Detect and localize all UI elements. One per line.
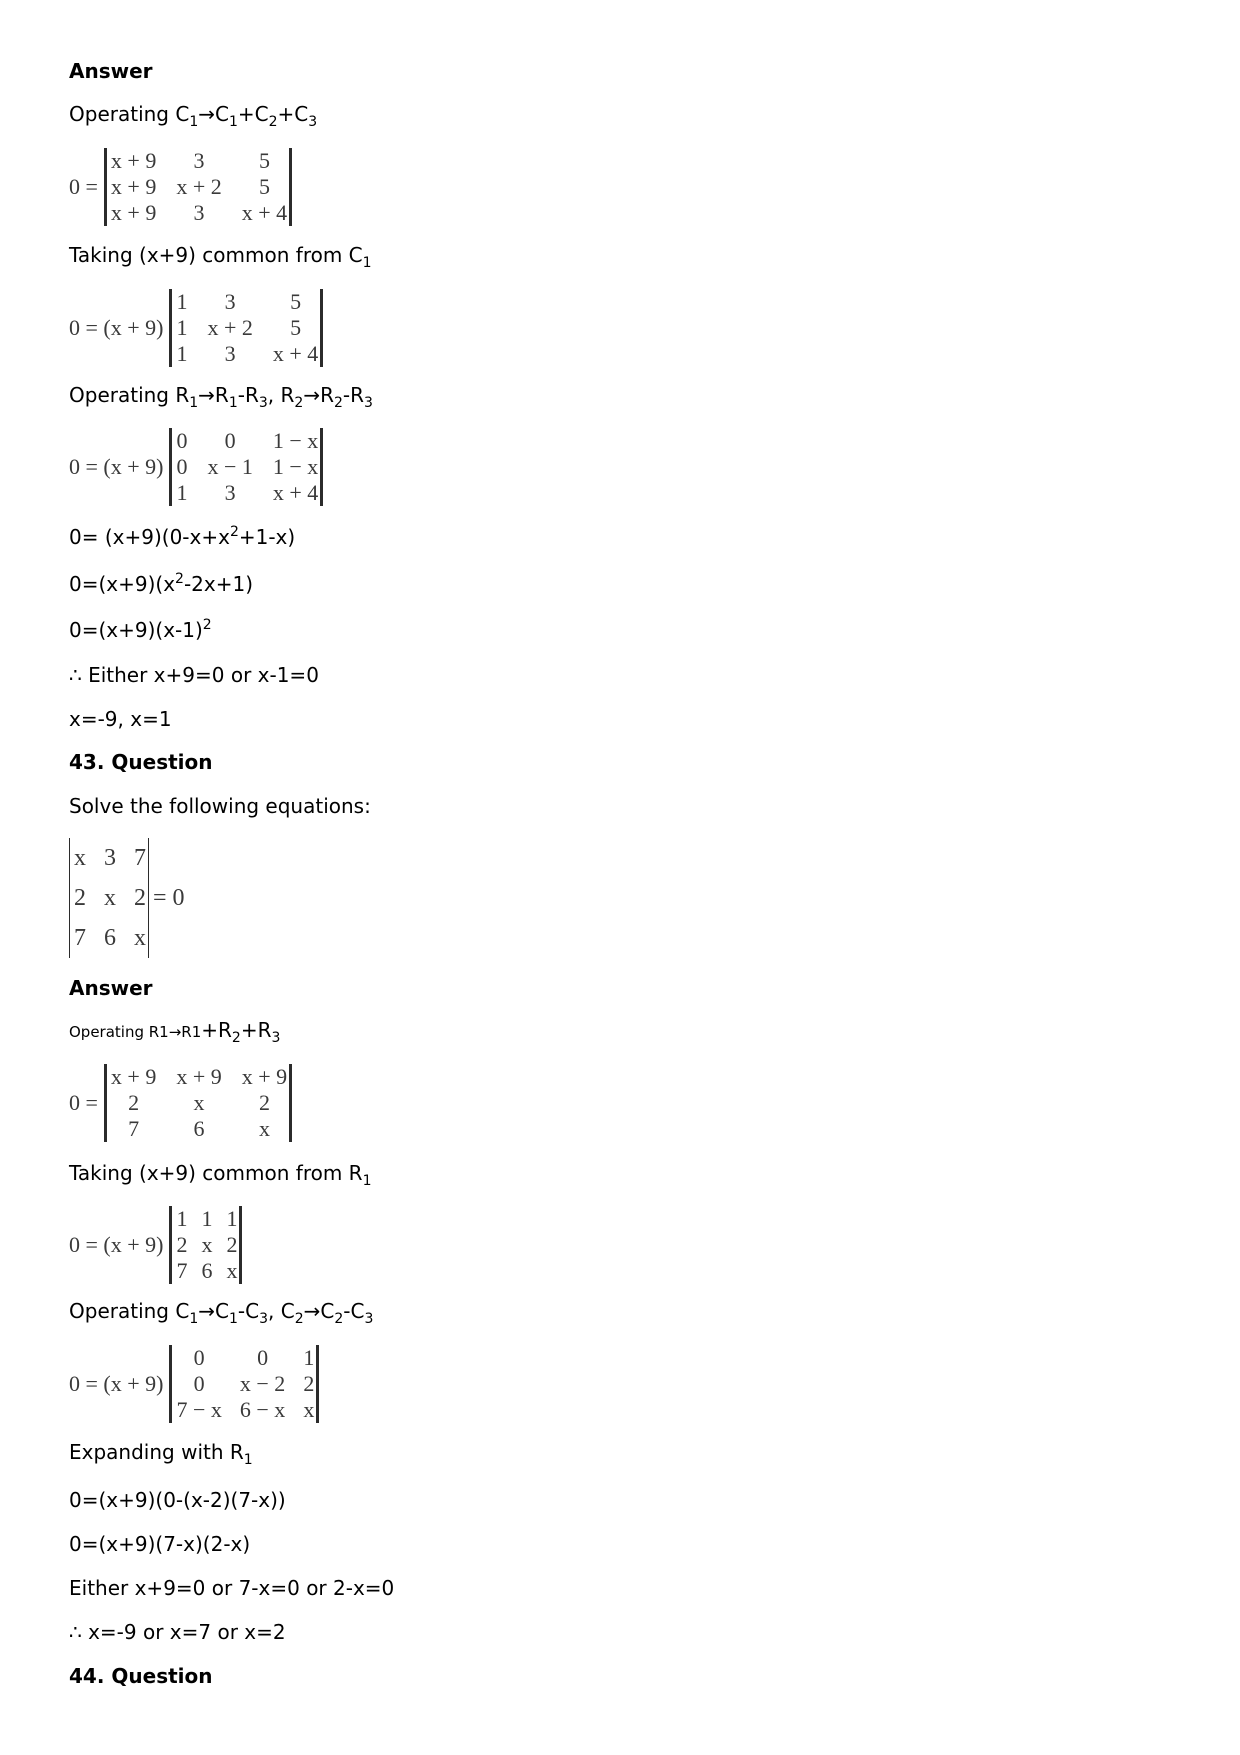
step-text: →R — [198, 383, 229, 407]
det-cell: x + 9 — [110, 1064, 157, 1089]
determinant-equation — [69, 1064, 292, 1142]
det-cell: 3 — [104, 845, 116, 871]
subscript: 3 — [364, 1311, 374, 1327]
det-cell: 0 — [224, 428, 236, 453]
subscript: 2 — [294, 395, 304, 411]
det-cell: 6 − x — [239, 1397, 286, 1422]
step-text: +R — [201, 1018, 232, 1042]
step-text: +1-x) — [238, 525, 296, 549]
det-cell: 2 — [74, 885, 86, 911]
det-cell: 6 — [104, 925, 116, 951]
det-cell: x + 9 — [110, 200, 157, 225]
subscript: 3 — [308, 114, 318, 130]
subscript: 2 — [231, 1030, 241, 1046]
det-cell: 1 — [176, 289, 188, 314]
det-cell: x — [303, 1397, 315, 1422]
determinant — [169, 428, 323, 506]
step-text: Operating C — [69, 102, 190, 126]
subscript: 2 — [334, 1311, 344, 1327]
det-cell: 3 — [224, 341, 236, 366]
det-cell: x + 2 — [176, 174, 222, 199]
subscript: 2 — [294, 1311, 304, 1327]
determinant — [169, 289, 323, 367]
det-cell: 7 — [74, 925, 86, 951]
determinant — [169, 1206, 242, 1284]
step-operating-columns — [69, 102, 318, 130]
det-cell: x + 9 — [110, 174, 157, 199]
equation-lhs: 0 = (x + 9) — [69, 315, 164, 340]
subscript: 1 — [243, 1452, 253, 1468]
step-operating-columns — [69, 1299, 374, 1327]
det-cell: x + 4 — [272, 480, 319, 505]
step-text: Taking (x+9) common from R — [69, 1161, 363, 1185]
step-expansion — [69, 525, 295, 549]
step-text: , C — [268, 1299, 295, 1323]
equation-lhs: 0 = (x + 9) — [69, 1371, 164, 1396]
step-factor — [69, 1532, 250, 1556]
det-cell: x − 1 — [207, 454, 253, 479]
det-cell: x + 4 — [272, 341, 319, 366]
question-heading: 44. Question — [69, 1664, 213, 1688]
step-text: →C — [303, 1299, 335, 1323]
det-cell: 1 — [303, 1345, 315, 1370]
equation-lhs: 0 = (x + 9) — [69, 1232, 164, 1257]
determinant-equation — [69, 428, 323, 506]
det-cell: 2 — [176, 1232, 188, 1257]
answer-heading: Answer — [69, 59, 153, 83]
det-cell: 1 — [176, 480, 188, 505]
question-heading: 43. Question — [69, 750, 213, 774]
det-cell: 1 − x — [272, 454, 319, 479]
det-cell: x — [104, 885, 116, 911]
step-text: Operating R1→R1 — [69, 1023, 202, 1041]
determinant — [169, 1345, 319, 1423]
det-cell: 3 — [193, 148, 205, 173]
det-cell: x — [74, 845, 86, 871]
step-text: Either x+9=0 or 7-x=0 or 2-x=0 — [69, 1576, 395, 1600]
superscript: 2 — [229, 524, 239, 540]
step-taking-common — [69, 1161, 372, 1189]
det-cell: 1 − x — [272, 428, 319, 453]
det-cell: 3 — [193, 200, 205, 225]
det-cell: 0 — [176, 454, 188, 479]
determinant-equation — [69, 289, 323, 367]
step-expanding — [69, 1440, 253, 1468]
det-cell: 5 — [258, 148, 270, 173]
det-cell: x — [226, 1258, 238, 1283]
det-cell: 1 — [176, 1206, 188, 1231]
determinant — [104, 148, 292, 226]
det-cell: x + 4 — [241, 200, 288, 225]
step-either — [69, 663, 319, 687]
det-cell: 6 — [193, 1116, 205, 1141]
subscript: 3 — [271, 1030, 281, 1046]
step-text: Taking (x+9) common from C — [69, 243, 363, 267]
subscript: 3 — [258, 395, 268, 411]
determinant-equation — [69, 148, 292, 226]
det-cell: 2 — [134, 885, 146, 911]
subscript: 3 — [259, 1311, 268, 1327]
det-cell: 7 — [134, 845, 146, 871]
subscript: 1 — [228, 1311, 238, 1327]
step-text: -R — [342, 383, 365, 407]
step-operating-rows — [69, 383, 373, 411]
det-cell: 0 — [193, 1371, 205, 1396]
det-cell: 7 — [176, 1258, 188, 1283]
det-cell: 3 — [224, 480, 236, 505]
det-cell: 2 — [226, 1232, 238, 1257]
step-text: 0= (x+9)(0-x+x — [69, 525, 230, 549]
step-factor — [69, 618, 212, 642]
step-text: Expanding with R — [69, 1440, 244, 1464]
step-either — [69, 1576, 394, 1600]
det-cell: 3 — [224, 289, 236, 314]
det-cell: 7 − x — [176, 1397, 222, 1422]
determinant-equation — [69, 1206, 242, 1284]
det-cell: 0 — [193, 1345, 205, 1370]
step-text: -C — [343, 1299, 365, 1323]
step-text: x=-9, x=1 — [69, 707, 172, 731]
step-taking-common — [69, 243, 372, 271]
step-operating-rows — [69, 1018, 281, 1046]
det-cell: 1 — [226, 1206, 238, 1231]
det-cell: x — [201, 1232, 213, 1257]
det-cell: 2 — [258, 1090, 270, 1115]
subscript: 1 — [189, 114, 199, 130]
step-text: Operating C — [69, 1299, 190, 1323]
step-text: →C — [198, 1299, 229, 1323]
step-text: 0=(x+9)(7-x)(2-x) — [69, 1532, 251, 1556]
subscript: 3 — [364, 395, 373, 411]
det-cell: 5 — [258, 174, 270, 199]
subscript: 1 — [362, 255, 372, 271]
equation-lhs: 0 = — [69, 174, 98, 199]
step-text: +C — [277, 102, 309, 126]
det-cell: x — [134, 925, 146, 951]
step-text: Operating R — [69, 383, 190, 407]
det-cell: 2 — [128, 1090, 140, 1115]
det-cell: 0 — [176, 428, 188, 453]
step-text: -R — [237, 383, 259, 407]
subscript: 1 — [228, 114, 238, 130]
step-solution — [69, 707, 172, 731]
step-expansion — [69, 1488, 286, 1512]
subscript: 1 — [228, 395, 238, 411]
determinant — [104, 1064, 292, 1142]
det-cell: x + 9 — [110, 148, 157, 173]
det-cell: 1 — [176, 315, 188, 340]
subscript: 1 — [189, 1311, 199, 1327]
superscript: 2 — [202, 617, 212, 633]
step-text: +R — [240, 1018, 272, 1042]
step-text: 0=(x+9)(x — [69, 572, 176, 596]
subscript: 2 — [268, 114, 278, 130]
det-cell: 0 — [257, 1345, 269, 1370]
det-cell: 5 — [290, 289, 302, 314]
det-cell: x − 2 — [239, 1371, 286, 1396]
step-text: →R — [303, 383, 334, 407]
step-text: ∴ x=-9 or x=7 or x=2 — [69, 1620, 286, 1644]
subscript: 2 — [334, 395, 343, 411]
det-cell: x + 9 — [241, 1064, 288, 1089]
det-cell: x — [193, 1090, 205, 1115]
det-cell: 1 — [176, 341, 188, 366]
det-cell: x — [258, 1116, 270, 1141]
det-cell: 6 — [201, 1258, 213, 1283]
step-text: -C — [237, 1299, 260, 1323]
equation-rhs: = 0 — [153, 884, 185, 911]
step-text: 0=(x+9)(x-1) — [69, 618, 203, 642]
subscript: 1 — [189, 395, 199, 411]
equation-lhs: 0 = — [69, 1090, 98, 1115]
step-text: +C — [237, 102, 269, 126]
det-cell: 5 — [290, 315, 302, 340]
step-solution — [69, 1620, 286, 1644]
subscript: 1 — [362, 1173, 372, 1189]
determinant — [69, 838, 149, 958]
equation-lhs: 0 = (x + 9) — [69, 454, 164, 479]
det-cell: x + 2 — [207, 315, 253, 340]
det-cell: x + 9 — [176, 1064, 222, 1089]
step-text: →C — [198, 102, 229, 126]
step-text: -2x+1) — [183, 572, 254, 596]
question-prompt: Solve the following equations: — [69, 794, 371, 818]
step-simplify — [69, 572, 253, 596]
determinant-equation — [69, 1345, 319, 1423]
step-text: ∴ Either x+9=0 or x-1=0 — [69, 663, 319, 687]
answer-heading: Answer — [69, 976, 153, 1000]
det-cell: 7 — [128, 1116, 140, 1141]
step-text: , R — [267, 383, 295, 407]
det-cell: 1 — [201, 1206, 213, 1231]
det-cell: 2 — [303, 1371, 315, 1396]
question-equation — [69, 838, 185, 958]
step-text: 0=(x+9)(0-(x-2)(7-x)) — [69, 1488, 286, 1512]
superscript: 2 — [175, 571, 184, 587]
